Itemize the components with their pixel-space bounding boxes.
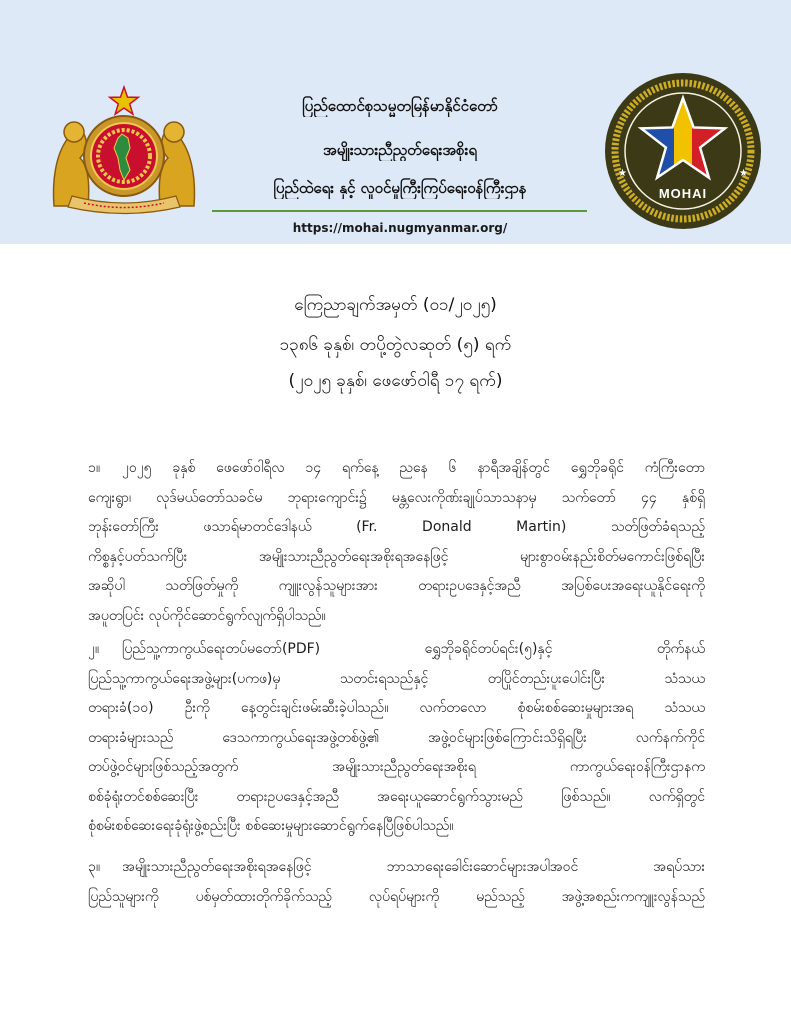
paragraph-line: စစ်ခုံရုံးတင်စစ်ဆေးပြီး တရားဥပဒေနှင့်အညီ အရေးယူဆောင်ရွက်သွားမည် ဖြစ်သည်။ လက်ရှိတွင် bbox=[88, 788, 705, 805]
paragraph-line: ပြည်သူများကို ပစ်မှတ်ထားတိုက်ခိုက်သည့် လုပ်ရပ်များကို မည်သည့် အဖွဲ့အစည်းကကျူးလွန်သည် bbox=[88, 888, 705, 905]
myanmar-date: ၁၃၈၆ ခုနှစ်၊ တပို့တွဲလဆုတ် (၅) ရက် bbox=[279, 335, 512, 355]
paragraph-line: ဘုန်းတော်ကြီး ဖသာရ်မာတင်ဒေါနယ် (Fr. Donald Martin) သတ်ဖြတ်ခံရသည့် bbox=[88, 519, 705, 535]
svg-text:★: ★ bbox=[618, 168, 627, 179]
paragraph-text: ၂၀၂၅ ခုနှစ် ဖေဖော်ဝါရီလ ၁၄ ရက်နေ့ ညနေ ၆ နာရီအချိန်တွင် ရွှေဘိုခရိုင် ကံကြီးတော bbox=[122, 460, 705, 476]
paragraph-line bbox=[88, 635, 705, 665]
paragraph-line: တရားခံ(၁၀) ဦးကို နေ့တွင်းချင်းဖမ်းဆီးခဲ့ပါသည်။ လက်တလော စုံစမ်းစစ်ဆေးမှုများအရ သံသယ bbox=[88, 700, 705, 716]
paragraph-number: ၂။ bbox=[88, 641, 100, 657]
paragraph-number: ၃။ bbox=[88, 859, 101, 875]
paragraph-line: ပြည်သူ့ကာကွယ်ရေးအဖွဲ့များ(ပကဖ)မှ သတင်းရသည်နှင့် တပြိုင်တည်းပူးပေါင်းပြီး သံသယ bbox=[88, 670, 705, 687]
state-seal-icon bbox=[44, 84, 204, 219]
paragraph-1 bbox=[88, 454, 705, 631]
mohai-logo-icon bbox=[604, 72, 762, 230]
paragraph-line: ကိစ္စနှင့်ပတ်သက်ပြီး အမျိုးသားညီညွတ်ရေးအစိုးရအနေဖြင့် များစွာဝမ်းနည်းစိတ်မကောင်းဖြစ်ရပြီး bbox=[88, 548, 705, 565]
paragraph-line: တပ်ဖွဲ့ဝင်များဖြစ်သည့်အတွက် အမျိုးသားညီညွတ်ရေးအစိုးရ ကာကွယ်ရေးဝန်ကြီးဌာနက bbox=[88, 759, 705, 775]
paragraph-line: အဆိုပါ သတ်ဖြတ်မှုကို ကျူးလွန်သူများအား တရားဥပဒေနှင့်အညီ အပြစ်ပေးအရေးယူနိုင်ရေးကို bbox=[88, 578, 705, 594]
gregorian-date: (၂၀၂၅ ခုနှစ်၊ ဖေဖော်ဝါရီ ၁၇ ရက်) bbox=[288, 371, 503, 391]
paragraph-line bbox=[88, 454, 705, 484]
paragraph-line: စုံစမ်းစစ်ဆေးရေးခုံရုံးဖွဲ့စည်းပြီး စစ်ဆေးမှုများဆောင်ရွက်နေပြီဖြစ်ပါသည်။ bbox=[88, 818, 454, 834]
ministry-name: ပြည်ထဲရေး နှင့် လူဝင်မှုကြီးကြပ်ရေးဝန်ကြီးဌာန bbox=[273, 179, 527, 197]
logo-lettering: MOHAI bbox=[658, 186, 708, 201]
paragraph-line: တရားခံများသည် ဒေသကာကွယ်ရေးအဖွဲ့တစ်ဖွဲ့၏ အဖွဲ့ဝင်များဖြစ်ကြောင်းသိရှိရပြီး လက်နက်ကိုင် bbox=[88, 729, 705, 746]
paragraph-number: ၁။ bbox=[88, 460, 101, 476]
paragraph-text: ပြည်သူ့ကာကွယ်ရေးတပ်မတော်(PDF) ရွှေဘိုခရိုင်တပ်ရင်း(၅)နှင့် တိုက်နယ် bbox=[122, 641, 705, 657]
paragraph-line: အပူတပြင်း လုပ်ကိုင်ဆောင်ရွက်လျက်ရှိပါသည်။ bbox=[88, 607, 326, 624]
paragraph-line: ကျေးရွာ၊ လုဒ်မယ်တော်သခင်မ ဘုရားကျောင်း၌ မန္တလေးကိုဏ်းချုပ်သာသနာမှ သက်တော် ၄၄ နှစ်ရှိ bbox=[88, 489, 705, 506]
paragraph-text: အမျိုးသားညီညွတ်ရေးအစိုးရအနေဖြင့် ဘာသာရေးခေါင်းဆောင်များအပါအဝင် အရပ်သား bbox=[122, 859, 705, 875]
ministry-url: https://mohai.nugmyanmar.org/ bbox=[292, 221, 508, 235]
paragraph-line bbox=[88, 853, 705, 883]
announcement-number: ကြေညာချက်အမှတ် (၀၁/၂၀၂၅) bbox=[294, 295, 497, 315]
letterhead-banner bbox=[0, 0, 791, 244]
country-name: ပြည်ထောင်စုသမ္မတမြန်မာနိုင်ငံတော် bbox=[302, 97, 498, 115]
paragraph-3 bbox=[88, 853, 705, 912]
svg-text:★: ★ bbox=[739, 168, 748, 179]
paragraph-2 bbox=[88, 635, 705, 842]
header-divider bbox=[212, 210, 587, 212]
government-name: အမျိုးသားညီညွတ်ရေးအစိုးရ bbox=[323, 141, 477, 159]
